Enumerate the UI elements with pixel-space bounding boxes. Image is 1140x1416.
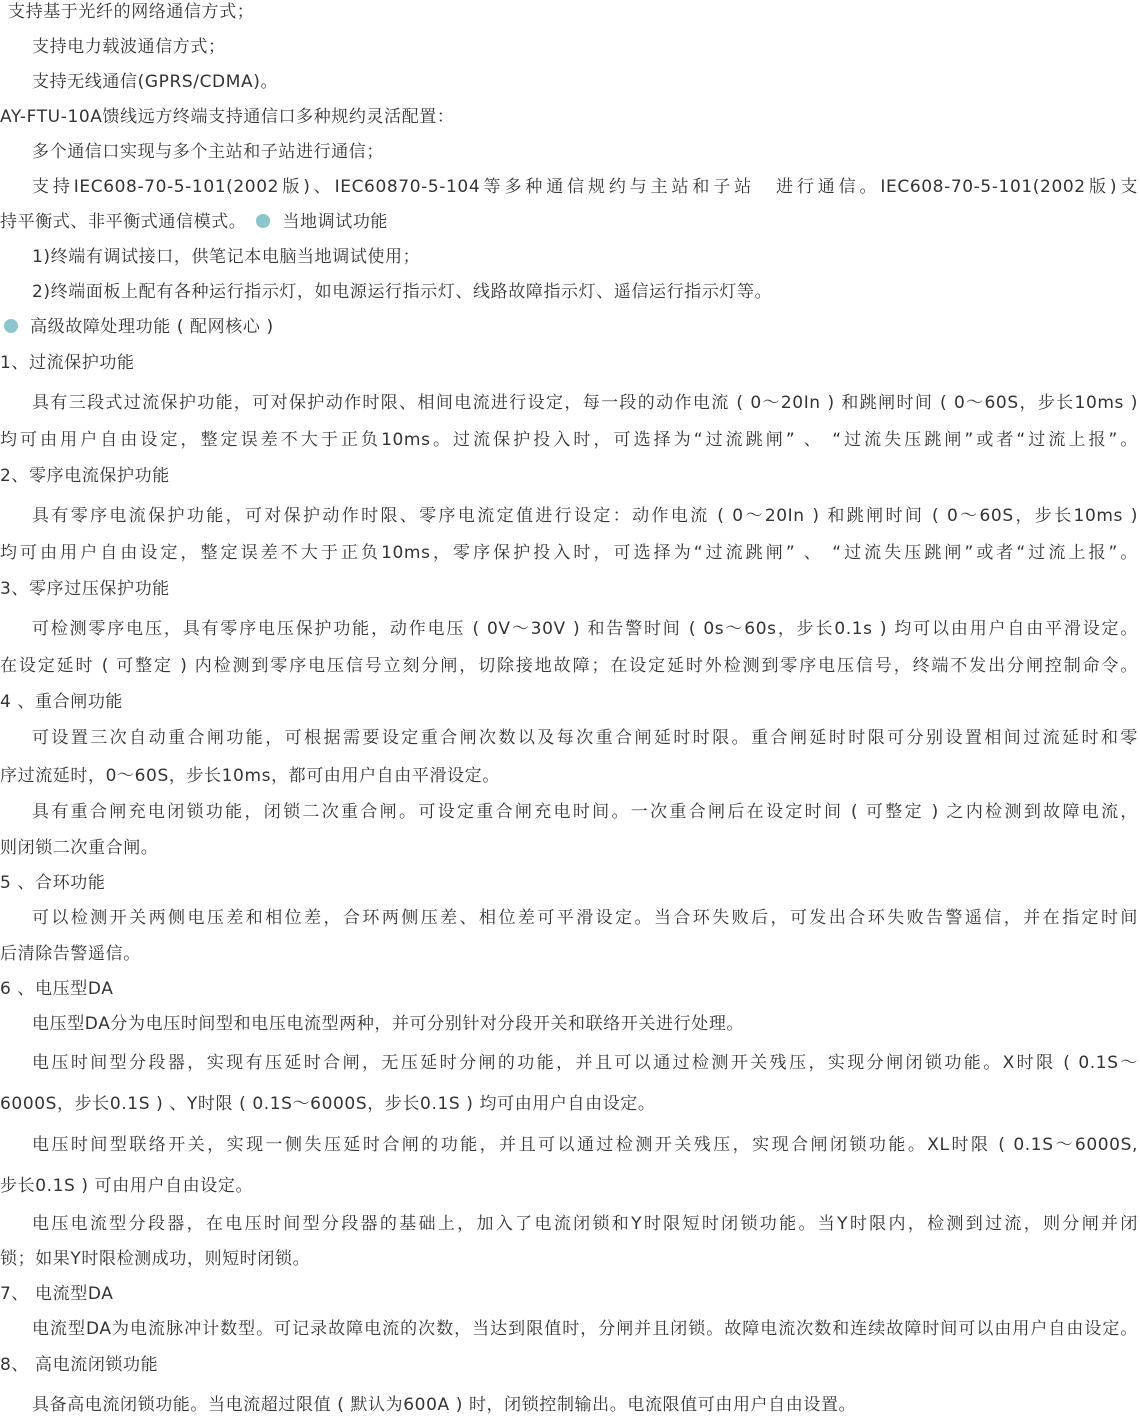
- text-line-26: 可以检测开关两侧电压差和相位差，合环两侧压差、相位差可平滑设定。当合环失败后，可发出合环失败告警遥信，并在指定时间: [32, 908, 1138, 928]
- text-line-7-main: 持平衡式、非平衡式通信模式。: [0, 212, 247, 232]
- section-heading-fault-handling-text: 高级故障处理功能 ( 配网核心 ): [30, 317, 274, 337]
- text-line-4: AY-FTU-10A馈线远方终端支持通信口多种规约灵活配置：: [0, 107, 455, 127]
- text-line-24: 则闭锁二次重合闸。: [0, 838, 159, 858]
- text-line-37: 电流型DA为电流脉冲计数型。可记录故障电流的次数，当达到限值时，分闸并且闭锁。故障电流次数和连续故障时间可以由用户自由设定。: [32, 1319, 1138, 1339]
- text-line-33: 步长0.1S ) 可由用户自由设定。: [0, 1176, 254, 1196]
- text-line-11: 1、过流保护功能: [0, 353, 135, 373]
- section-heading-fault-handling: [4, 316, 274, 338]
- text-line-16: 均可由用户自由设定，整定误差不大于正负10ms，零序保护投入时，可选择为“过流跳闸” 、 “过流失压跳闸”或者“过流上报”。: [0, 543, 1138, 563]
- text-line-3: 支持无线通信(GPRS/CDMA)。: [32, 72, 279, 92]
- text-line-8: 1)终端有调试接口，供笔记本电脑当地调试使用；: [32, 247, 421, 267]
- section-heading-local-debug: 当地调试功能: [282, 212, 389, 232]
- text-line-1: 支持基于光纤的网络通信方式；: [8, 2, 255, 22]
- text-line-38: 8、 高电流闭锁功能: [0, 1355, 159, 1375]
- text-line-2: 支持电力载波通信方式；: [32, 37, 226, 57]
- text-line-22: 序过流延时，0～60S，步长10ms，都可由用户自由平滑设定。: [0, 766, 500, 786]
- text-line-15: 具有零序电流保护功能，可对保护动作时限、零序电流定值进行设定：动作电流 ( 0～20In ) 和跳闸时间 ( 0～60S，步长10ms ): [32, 506, 1138, 526]
- text-line-19: 在设定延时 ( 可整定 ) 内检测到零序电压信号立刻分闸，切除接地故障；在设定延时外检测到零序电压信号，终端不发出分闸控制命令。: [0, 656, 1138, 676]
- text-line-34: 电压电流型分段器，在电压时间型分段器的基础上，加入了电流闭锁和Y时限短时闭锁功能。当Y时限内，检测到过流，则分闸并闭: [32, 1214, 1138, 1234]
- text-line-28: 6 、电压型DA: [0, 979, 114, 999]
- text-line-17: 3、零序过压保护功能: [0, 579, 170, 599]
- text-line-30: 电压时间型分段器，实现有压延时合闸，无压延时分闸的功能，并且可以通过检测开关残压，实现分闸闭锁功能。X时限 ( 0.1S～: [32, 1053, 1138, 1073]
- text-line-39: 具备高电流闭锁功能。当电流超过限值 ( 默认为600A ) 时，闭锁控制输出。电流限值可由用户自由设置。: [32, 1395, 857, 1415]
- text-line-27: 后清除告警遥信。: [0, 944, 141, 964]
- text-line-31: 6000S，步长0.1S ) 、Y时限 ( 0.1S～6000S，步长0.1S ) 均可由用户自由设定。: [0, 1094, 656, 1114]
- text-line-13: 均可由用户自由设定，整定误差不大于正负10ms。过流保护投入时，可选择为“过流跳闸” 、 “过流失压跳闸”或者“过流上报”。: [0, 430, 1138, 450]
- text-line-21: 可设置三次自动重合闸功能，可根据需要设定重合闸次数以及每次重合闸延时时限。重合闸延时时限可分别设置相间过流延时和零: [32, 728, 1138, 748]
- text-line-20: 4 、重合闸功能: [0, 692, 124, 712]
- text-line-35: 锁；如果Y时限检测成功，则短时闭锁。: [0, 1249, 311, 1269]
- bullet-dot-icon: [256, 214, 270, 228]
- bullet-dot-icon: [4, 319, 18, 333]
- text-line-9: 2)终端面板上配有各种运行指示灯，如电源运行指示灯、线路故障指示灯、遥信运行指示灯等。: [32, 282, 773, 302]
- text-line-29: 电压型DA分为电压时间型和电压电流型两种，并可分别针对分段开关和联络开关进行处理。: [32, 1014, 745, 1034]
- text-line-14: 2、零序电流保护功能: [0, 466, 170, 486]
- text-line-36: 7、 电流型DA: [0, 1284, 114, 1304]
- text-line-5: 多个通信口实现与多个主站和子站进行通信；: [32, 142, 384, 162]
- text-line-12: 具有三段式过流保护功能，可对保护动作时限、相间电流进行设定，每一段的动作电流 ( 0～20In ) 和跳闸时间 ( 0～60S，步长10ms ): [32, 393, 1138, 413]
- text-line-32: 电压时间型联络开关，实现一侧失压延时合闸的功能，并且可以通过检测开关残压，实现合闸闭锁功能。XL时限 ( 0.1S～6000S,: [32, 1135, 1138, 1155]
- text-line-18: 可检测零序电压，具有零序电压保护功能，动作电压 ( 0V～30V ) 和告警时间 ( 0s～60s，步长0.1s ) 均可以由用户自由平滑设定。: [32, 619, 1138, 639]
- text-line-23: 具有重合闸充电闭锁功能，闭锁二次重合闸。可设定重合闸充电时间。一次重合闸后在设定时间 ( 可整定 ) 之内检测到故障电流，: [32, 802, 1138, 822]
- text-line-6: 支持IEC608-70-5-101(2002版)、IEC60870-5-104等多种通信规约与主站和子站 进行通信。IEC608-70-5-101(2002版)支: [32, 177, 1138, 197]
- text-line-7: [0, 211, 388, 233]
- text-line-25: 5 、合环功能: [0, 873, 106, 893]
